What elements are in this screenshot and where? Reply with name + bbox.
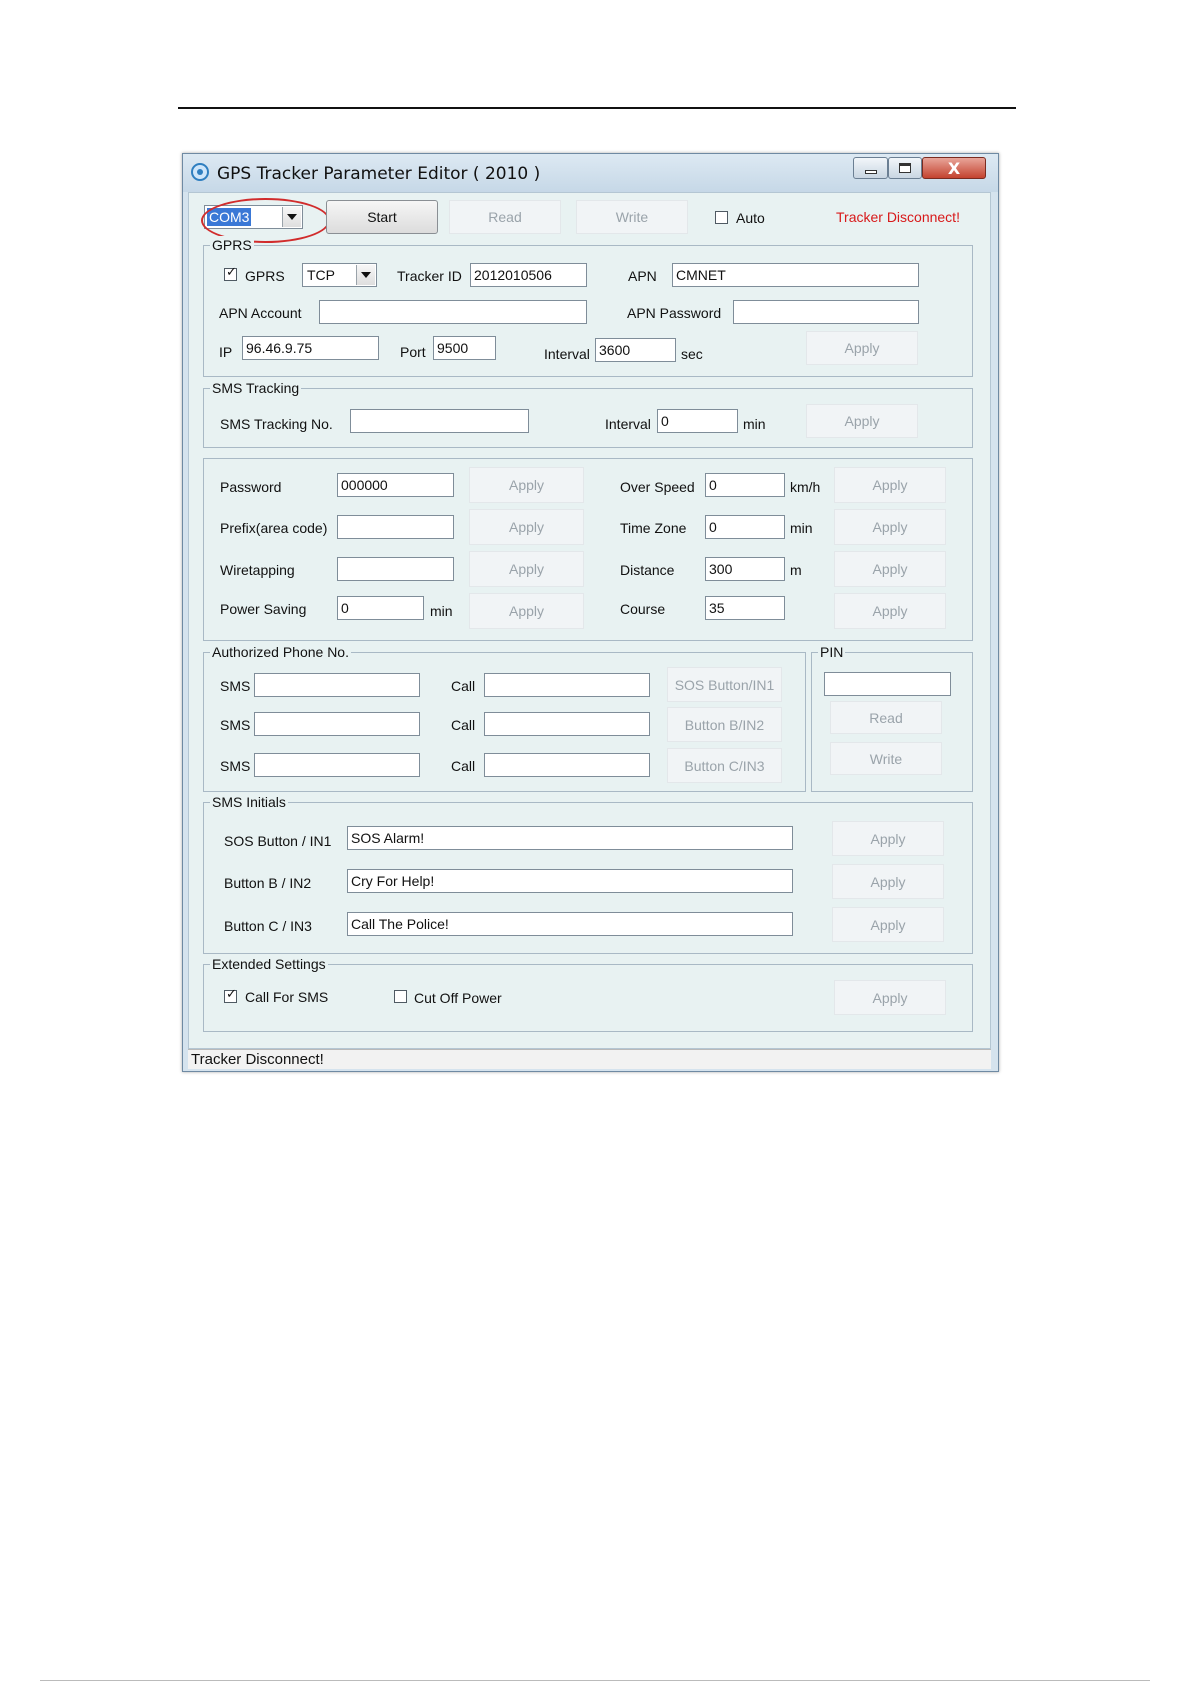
maximize-icon: [899, 163, 911, 173]
call-for-sms-checkbox[interactable]: [224, 987, 237, 1003]
gprs-legend: GPRS: [212, 237, 252, 253]
write-button[interactable]: Write: [576, 200, 688, 234]
sms-initials-legend: SMS Initials: [212, 794, 286, 810]
auth-call-label-3: Call: [451, 758, 476, 774]
password-apply-button[interactable]: Apply: [469, 467, 584, 503]
course-apply-button[interactable]: Apply: [834, 593, 946, 629]
sms-initial-label-3: Button C / IN3: [224, 918, 312, 934]
auth-call-field-1[interactable]: [484, 673, 650, 697]
power-saving-unit: min: [430, 603, 453, 619]
auth-sms-label-3: SMS: [220, 758, 251, 774]
tracker-id-field[interactable]: 2012010506: [470, 263, 587, 287]
prefix-apply-button[interactable]: Apply: [469, 509, 584, 545]
page-bottom-rule: [40, 1680, 1150, 1681]
minimize-icon: [865, 170, 877, 174]
time-zone-unit: min: [790, 520, 813, 536]
over-speed-field[interactable]: 0: [705, 473, 785, 497]
sms-tracking-legend: SMS Tracking: [212, 380, 300, 396]
minimize-button[interactable]: [853, 157, 888, 179]
close-icon: X: [947, 158, 961, 178]
time-zone-label: Time Zone: [620, 520, 687, 536]
button-b-in2-button[interactable]: Button B/IN2: [667, 707, 782, 742]
sms-tracking-apply-button[interactable]: Apply: [806, 404, 918, 438]
port-label: Port: [400, 344, 426, 360]
window-title: GPS Tracker Parameter Editor ( 2010 ): [217, 164, 541, 184]
protocol-value: TCP: [307, 267, 335, 283]
gprs-label: GPRS: [245, 268, 285, 284]
over-speed-unit: km/h: [790, 479, 821, 495]
extended-apply-button[interactable]: Apply: [834, 980, 946, 1015]
status-bar: Tracker Disconnect!: [188, 1049, 991, 1069]
password-field[interactable]: 000000: [337, 473, 454, 497]
apn-password-label: APN Password: [627, 305, 722, 321]
port-field[interactable]: 9500: [433, 336, 496, 360]
wiretapping-label: Wiretapping: [220, 562, 295, 578]
sms-tracking-number-label: SMS Tracking No.: [220, 416, 333, 432]
com-port-dropdown-button[interactable]: [282, 207, 301, 227]
auto-checkbox[interactable]: [715, 211, 728, 224]
chevron-down-icon: [287, 214, 297, 220]
auth-sms-field-3[interactable]: [254, 753, 420, 777]
extended-settings-legend: Extended Settings: [212, 956, 326, 972]
client-area: [188, 192, 991, 1049]
button-c-in3-button[interactable]: Button C/IN3: [667, 748, 782, 783]
pin-read-button[interactable]: Read: [830, 701, 942, 734]
password-label: Password: [220, 479, 282, 495]
sms-tracking-number-field[interactable]: [350, 409, 529, 433]
tracker-id-label: Tracker ID: [397, 268, 462, 284]
auth-call-label-1: Call: [451, 678, 476, 694]
sms-tracking-interval-label: Interval: [605, 416, 651, 432]
com-port-value: COM3: [209, 209, 250, 225]
ip-label: IP: [219, 344, 233, 360]
gprs-interval-field[interactable]: 3600: [595, 338, 676, 362]
protocol-dropdown-button[interactable]: [356, 265, 375, 285]
pin-field[interactable]: [824, 672, 951, 696]
sms-tracking-interval-field[interactable]: 0: [657, 409, 738, 433]
authorized-phone-legend: Authorized Phone No.: [212, 644, 349, 660]
course-field[interactable]: 35: [705, 596, 785, 620]
chevron-down-icon: [361, 272, 371, 278]
maximize-button[interactable]: [888, 157, 922, 179]
power-saving-field[interactable]: 0: [337, 596, 424, 620]
ip-field[interactable]: 96.46.9.75: [242, 336, 379, 360]
auth-call-label-2: Call: [451, 717, 476, 733]
sms-tracking-interval-unit: min: [743, 416, 766, 432]
distance-apply-button[interactable]: Apply: [834, 551, 946, 587]
over-speed-apply-button[interactable]: Apply: [834, 467, 946, 503]
sms-initial-label-2: Button B / IN2: [224, 875, 312, 891]
cut-off-power-checkbox[interactable]: [394, 990, 407, 1003]
apn-label: APN: [628, 268, 657, 284]
sms-initial-field-1[interactable]: SOS Alarm!: [347, 826, 793, 850]
time-zone-field[interactable]: 0: [705, 515, 785, 539]
apn-account-field[interactable]: [319, 300, 587, 324]
sms-initial-apply-button-1[interactable]: Apply: [832, 821, 944, 856]
course-label: Course: [620, 601, 666, 617]
cut-off-power-label: Cut Off Power: [414, 990, 502, 1006]
pin-write-button[interactable]: Write: [830, 742, 942, 775]
distance-label: Distance: [620, 562, 675, 578]
distance-unit: m: [790, 562, 802, 578]
sms-initial-field-3[interactable]: Call The Police!: [347, 912, 793, 936]
auto-label: Auto: [736, 210, 765, 226]
time-zone-apply-button[interactable]: Apply: [834, 509, 946, 545]
gprs-checkbox[interactable]: [224, 265, 237, 281]
auth-sms-label-2: SMS: [220, 717, 251, 733]
wiretapping-apply-button[interactable]: Apply: [469, 551, 584, 587]
sms-initial-field-2[interactable]: Cry For Help!: [347, 869, 793, 893]
apn-password-field[interactable]: [733, 300, 919, 324]
gprs-interval-unit: sec: [681, 346, 703, 362]
distance-field[interactable]: 300: [705, 557, 785, 581]
auth-sms-field-2[interactable]: [254, 712, 420, 736]
sms-initial-label-1: SOS Button / IN1: [224, 833, 332, 849]
prefix-field[interactable]: [337, 515, 454, 539]
start-button[interactable]: Start: [326, 200, 438, 234]
auth-sms-label-1: SMS: [220, 678, 251, 694]
apn-field[interactable]: CMNET: [672, 263, 919, 287]
pin-legend: PIN: [820, 644, 844, 660]
apn-account-label: APN Account: [219, 305, 302, 321]
connection-status: Tracker Disconnect!: [836, 209, 960, 225]
power-saving-label: Power Saving: [220, 601, 307, 617]
auth-sms-field-1[interactable]: [254, 673, 420, 697]
over-speed-label: Over Speed: [620, 479, 695, 495]
prefix-label: Prefix(area code): [220, 520, 328, 536]
sms-initial-apply-button-3[interactable]: Apply: [832, 907, 944, 942]
read-button[interactable]: Read: [449, 200, 561, 234]
power-saving-apply-button[interactable]: Apply: [469, 593, 584, 629]
interval-label: Interval: [544, 346, 590, 362]
call-for-sms-label: Call For SMS: [245, 989, 329, 1005]
page-top-rule: [178, 107, 1016, 109]
sms-initial-apply-button-2[interactable]: Apply: [832, 864, 944, 899]
checkmark-icon: ✓: [226, 987, 237, 1002]
title-bar: [183, 154, 998, 192]
auth-call-field-2[interactable]: [484, 712, 650, 736]
com-port-select[interactable]: [204, 205, 303, 229]
gprs-apply-button[interactable]: Apply: [806, 331, 918, 365]
gear-icon: [191, 163, 209, 181]
app-window: [182, 153, 999, 1072]
sos-button-in1-button[interactable]: SOS Button/IN1: [667, 667, 782, 702]
auth-call-field-3[interactable]: [484, 753, 650, 777]
checkmark-icon: ✓: [226, 265, 237, 280]
wiretapping-field[interactable]: [337, 557, 454, 581]
close-button[interactable]: [922, 157, 986, 179]
protocol-select[interactable]: [302, 263, 377, 287]
